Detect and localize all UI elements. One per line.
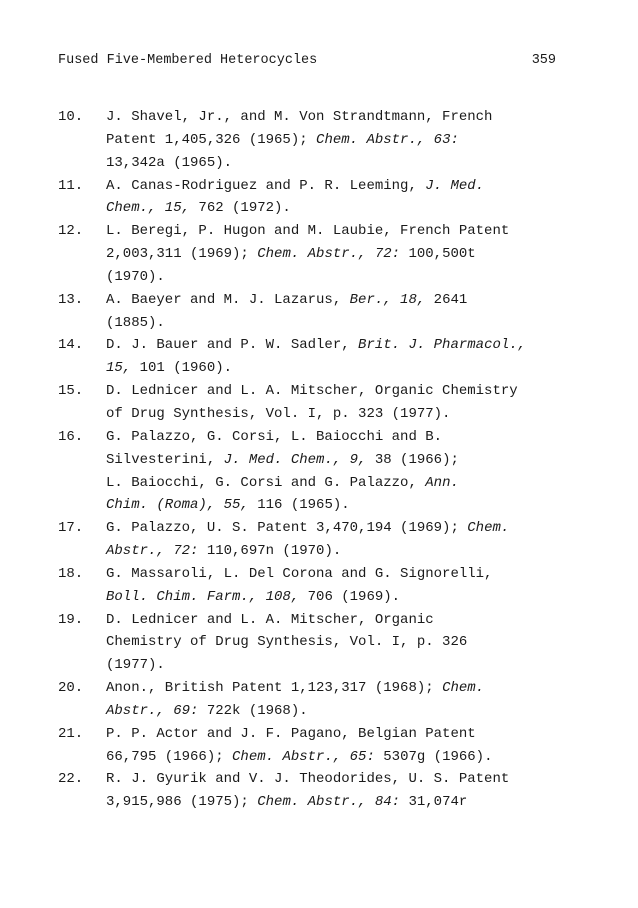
citation-segment: A. Canas-Rodriguez and P. R. Leeming,	[106, 177, 426, 194]
reference-line	[106, 289, 576, 312]
reference-line	[106, 517, 576, 540]
reference-line	[106, 334, 576, 357]
citation-segment: J. Shavel, Jr., and M. Von Strandtmann, French	[106, 109, 493, 125]
reference-line	[106, 768, 576, 791]
reference-line	[106, 220, 576, 243]
citation-segment: 762 (1972).	[190, 200, 291, 217]
reference-line	[106, 540, 576, 563]
citation-italic-segment: Abstr., 72:	[106, 543, 199, 560]
reference-line	[106, 197, 576, 220]
citation-segment: D. Lednicer and L. A. Mitscher, Organic Chemistry	[106, 383, 518, 400]
citation-italic-segment: Chem.	[442, 680, 485, 697]
citation-italic-segment: Chem., 15,	[106, 200, 191, 217]
reference-item	[0, 380, 638, 426]
citation-segment: 38 (1966);	[366, 451, 459, 468]
reference-number: 12.	[58, 223, 84, 240]
citation-italic-segment: Boll. Chim. Farm., 108,	[106, 588, 300, 605]
reference-line	[106, 723, 576, 746]
reference-number: 19.	[58, 611, 84, 628]
citation-segment: Patent 1,405,326 (1965);	[106, 131, 317, 148]
citation-segment: 13,342a (1965).	[106, 154, 233, 171]
reference-text	[106, 334, 576, 380]
citation-segment: Anon., British Patent 1,123,317 (1968);	[106, 680, 443, 697]
reference-line	[106, 175, 576, 198]
citation-segment: 2,003,311 (1969);	[106, 246, 258, 263]
reference-item	[0, 609, 638, 678]
reference-text	[106, 517, 576, 563]
reference-text	[106, 609, 576, 678]
citation-segment: A. Baeyer and M. J. Lazarus,	[106, 291, 350, 308]
citation-segment: 722k (1968).	[198, 702, 308, 719]
reference-number: 11.	[58, 177, 84, 194]
reference-text	[106, 723, 576, 769]
citation-segment: (1977).	[106, 657, 165, 674]
reference-text	[106, 563, 576, 609]
citation-segment: 110,697n (1970).	[198, 543, 342, 560]
citation-italic-segment: Chem. Abstr., 65:	[232, 748, 375, 765]
reference-line	[106, 563, 576, 586]
running-head-title: Fused Five-Membered Heterocycles	[58, 53, 318, 68]
citation-segment: D. Lednicer and L. A. Mitscher, Organic	[106, 611, 434, 628]
reference-number: 15.	[58, 383, 84, 400]
citation-italic-segment: Chem. Abstr., 72:	[257, 246, 401, 263]
citation-italic-segment: Chem.	[467, 520, 510, 537]
reference-line	[106, 106, 576, 129]
citation-segment: 5307g (1966).	[374, 748, 493, 765]
reference-text	[106, 175, 576, 221]
reference-item	[0, 426, 638, 517]
citation-italic-segment: J. Med. Chem., 9,	[223, 451, 367, 468]
reference-line	[106, 586, 576, 609]
citation-italic-segment: Chem. Abstr., 84:	[257, 794, 401, 811]
citation-segment: L. Beregi, P. Hugon and M. Laubie, French Patent	[106, 223, 510, 240]
citation-segment: 2641	[425, 291, 468, 308]
reference-line	[106, 129, 576, 152]
reference-text	[106, 426, 576, 517]
reference-item	[0, 768, 638, 814]
citation-segment: 3,915,986 (1975);	[106, 794, 258, 811]
reference-line	[106, 152, 576, 175]
citation-segment: D. J. Bauer and P. W. Sadler,	[106, 337, 359, 354]
reference-text	[106, 106, 576, 175]
reference-line	[106, 312, 576, 335]
reference-number: 13.	[58, 291, 84, 308]
reference-line	[106, 357, 576, 380]
reference-number: 14.	[58, 337, 84, 354]
reference-text	[106, 677, 576, 723]
citation-segment: (1970).	[106, 268, 165, 285]
reference-line	[106, 449, 576, 472]
reference-item	[0, 723, 638, 769]
reference-item	[0, 106, 638, 175]
reference-item	[0, 175, 638, 221]
citation-segment: 100,500t	[400, 246, 476, 263]
reference-text	[106, 220, 576, 289]
citation-segment: 101 (1960).	[131, 360, 233, 377]
reference-line	[106, 472, 576, 495]
page-number: 359	[531, 53, 556, 68]
citation-segment: (1885).	[106, 314, 165, 331]
citation-italic-segment: Chim. (Roma), 55,	[106, 497, 249, 514]
citation-italic-segment: Ber., 18,	[349, 291, 426, 308]
reference-item	[0, 677, 638, 723]
citation-segment: 706 (1969).	[299, 588, 401, 605]
reference-line	[106, 243, 576, 266]
citation-italic-segment: J. Med.	[425, 177, 485, 194]
citation-italic-segment: Abstr., 69:	[106, 702, 199, 719]
reference-line	[106, 403, 576, 426]
reference-number: 10.	[58, 109, 84, 125]
reference-number: 22.	[58, 771, 84, 788]
reference-line	[106, 631, 576, 654]
reference-line	[106, 609, 576, 632]
reference-line	[106, 746, 576, 769]
reference-number: 18.	[58, 565, 84, 582]
reference-line	[106, 494, 576, 517]
citation-italic-segment: Chem. Abstr., 63:	[316, 131, 459, 148]
citation-segment: R. J. Gyurik and V. J. Theodorides, U. S. Patent	[106, 771, 510, 788]
citation-segment: G. Massaroli, L. Del Corona and G. Signorelli,	[106, 565, 493, 582]
citation-segment: G. Palazzo, G. Corsi, L. Baiocchi and B.	[106, 428, 443, 445]
reference-list	[0, 106, 638, 814]
reference-item	[0, 563, 638, 609]
citation-segment: of Drug Synthesis, Vol. I, p. 323 (1977).	[106, 405, 451, 422]
citation-segment: L. Baiocchi, G. Corsi and G. Palazzo,	[106, 474, 426, 491]
reference-number: 21.	[58, 725, 84, 742]
reference-item	[0, 289, 638, 335]
running-header	[58, 51, 556, 71]
citation-italic-segment: Ann.	[425, 474, 459, 491]
reference-item	[0, 334, 638, 380]
reference-line	[106, 700, 576, 723]
reference-item	[0, 220, 638, 289]
citation-segment: 66,795 (1966);	[106, 748, 233, 765]
citation-segment: 31,074r	[400, 794, 468, 811]
reference-item	[0, 517, 638, 563]
reference-line	[106, 791, 576, 814]
citation-segment: 116 (1965).	[248, 497, 350, 514]
reference-line	[106, 426, 576, 449]
citation-segment: G. Palazzo, U. S. Patent 3,470,194 (1969);	[106, 520, 468, 537]
reference-line	[106, 380, 576, 403]
reference-number: 17.	[58, 520, 84, 537]
reference-text	[106, 380, 576, 426]
reference-text	[106, 289, 576, 335]
citation-italic-segment: 15,	[106, 360, 132, 377]
reference-line	[106, 677, 576, 700]
reference-text	[106, 768, 576, 814]
reference-line	[106, 266, 576, 289]
citation-segment: Silvesterini,	[106, 451, 224, 468]
reference-number: 20.	[58, 680, 84, 697]
reference-line	[106, 654, 576, 677]
citation-segment: Chemistry of Drug Synthesis, Vol. I, p. 326	[106, 634, 468, 651]
citation-segment: P. P. Actor and J. F. Pagano, Belgian Patent	[106, 725, 476, 742]
citation-italic-segment: Brit. J. Pharmacol.,	[358, 337, 527, 354]
reference-number: 16.	[58, 428, 84, 445]
